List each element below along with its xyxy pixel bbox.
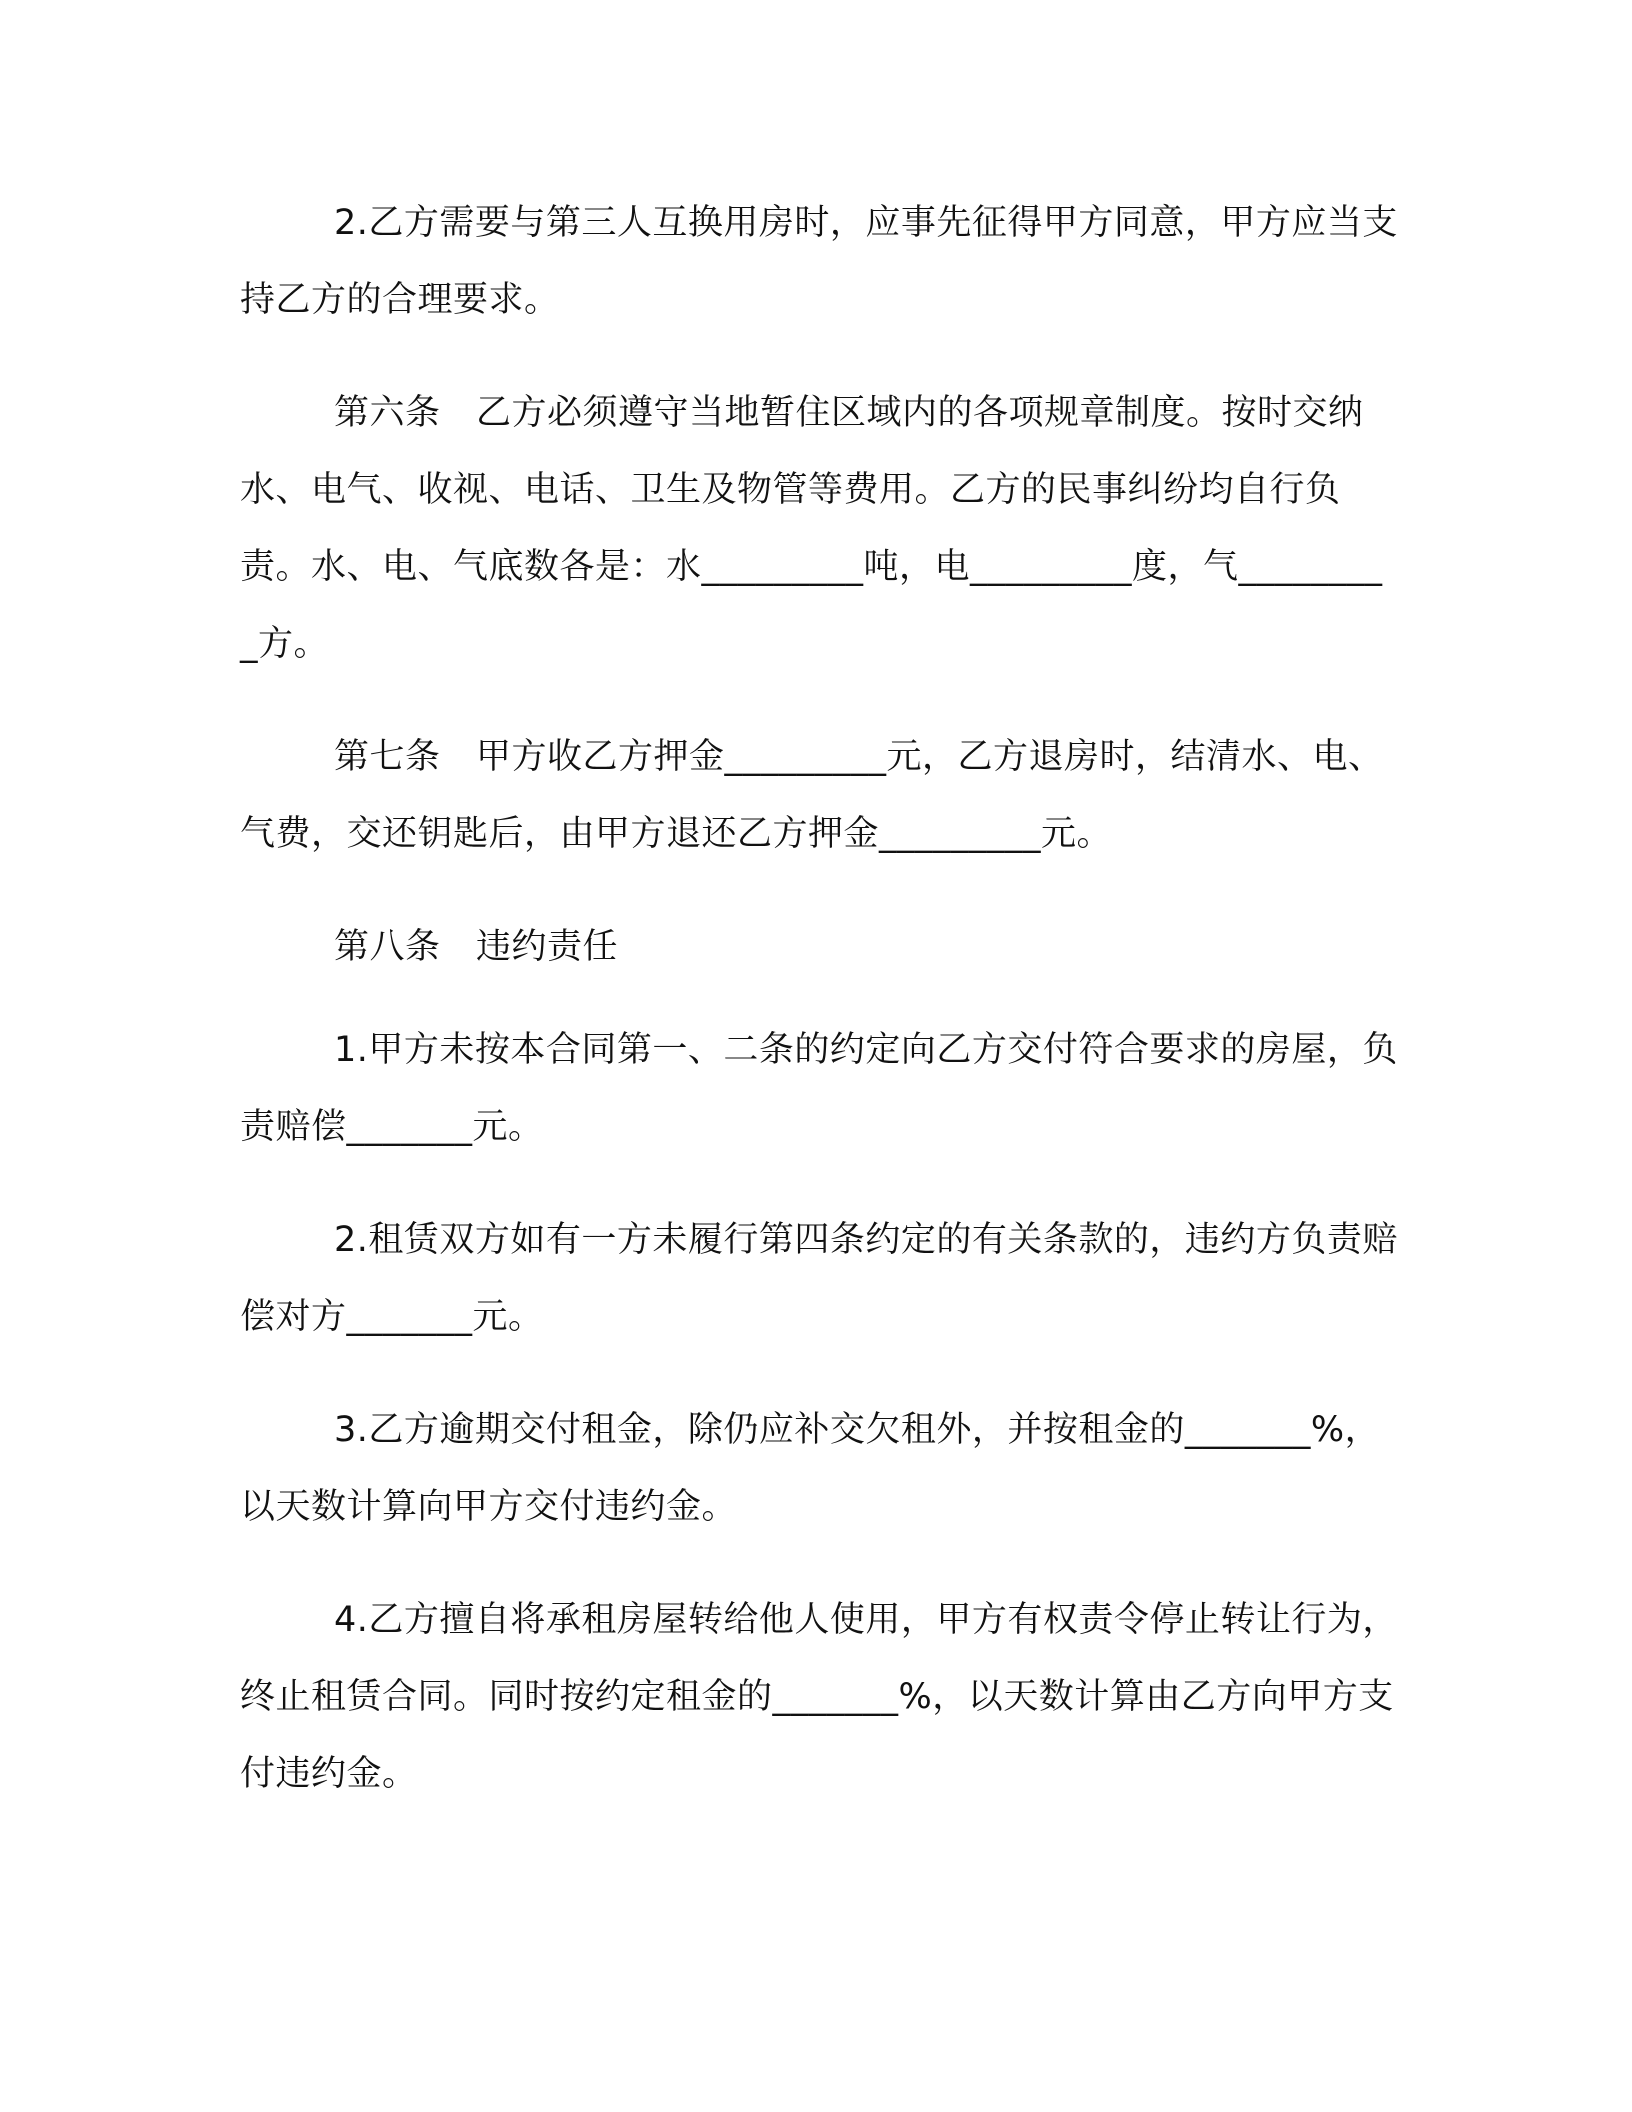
document-body [240,185,1400,1849]
article-8-heading: 第八条 违约责任 [334,927,619,967]
article-8-item-4: 4.乙方擅自将承租房屋转给他人使用，甲方有权责令停止转让行为，终止租赁合同。同时按约定租金的_______%，以天数计算由乙方向甲方支付违约金。 [240,1600,1398,1794]
article-8-item-2: 2.租赁双方如有一方未履行第四条约定的有关条款的，违约方负责赔偿对方_______元。 [240,1220,1398,1337]
article-8-item-3: 3.乙方逾期交付租金，除仍应补交欠租外，并按租金的_______%，以天数计算向甲方交付违约金。 [240,1410,1381,1527]
clause-5-item-2: 2.乙方需要与第三人互换用房时，应事先征得甲方同意，甲方应当支持乙方的合理要求。 [240,203,1398,320]
article-8-item-1: 1.甲方未按本合同第一、二条的约定向乙方交付符合要求的房屋，负责赔偿_______元。 [240,1030,1398,1147]
article-6: 第六条 乙方必须遵守当地暂住区域内的各项规章制度。按时交纳水、电气、收视、电话、卫生及物管等费用。乙方的民事纠纷均自行负责。水、电、气底数各是：水_________吨，电_________度，气_________方。 [240,393,1383,664]
article-7: 第七条 甲方收乙方押金_________元，乙方退房时，结清水、电、气费，交还钥匙后，由甲方退还乙方押金_________元。 [240,737,1384,854]
